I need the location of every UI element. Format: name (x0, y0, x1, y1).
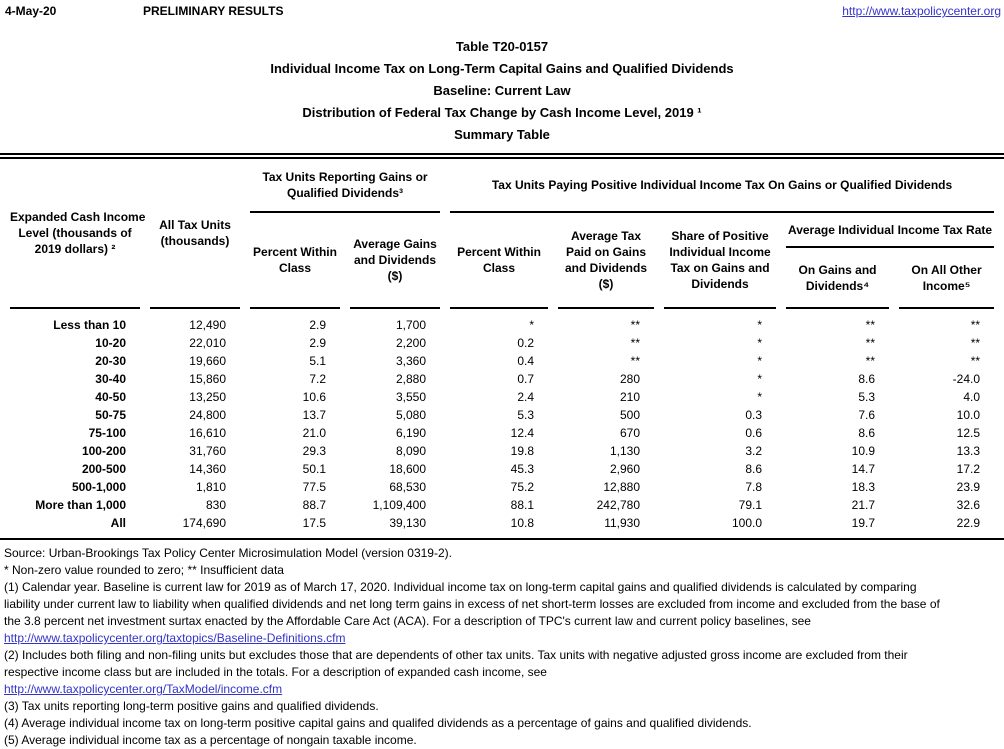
row-label: Less than 10 (53, 318, 126, 332)
table-row (10, 406, 994, 424)
header-bar (0, 0, 1004, 20)
group-header-reporting-gains: Tax Units Reporting Gains or Qualified Dividends³ (250, 159, 440, 213)
footnote-text: (3) Tax units reporting long-term positive gains and qualified dividends. (4, 699, 379, 713)
cell-value: 8.6 (858, 372, 876, 386)
cell-value: 21.7 (851, 498, 876, 512)
col-header-rate-on-other-income: On All Other Income⁵ (899, 248, 994, 309)
table-row (10, 478, 994, 496)
col-header-percent-within-class-paying: Percent Within Class (450, 213, 548, 309)
col-header-all-tax-units: All Tax Units (thousands) (150, 159, 240, 309)
cell-value: 88.7 (302, 498, 326, 512)
footnote-text: Source: Urban-Brookings Tax Policy Center Microsimulation Model (version 0319-2). (4, 546, 452, 560)
col-header-average-gains-dividends: Average Gains and Dividends ($) (350, 213, 440, 309)
cell-value: * (529, 318, 535, 332)
cell-value: ** (970, 318, 981, 332)
cell-value: 13.7 (302, 408, 326, 422)
cell-value: 3.2 (745, 444, 763, 458)
cell-value: 23.9 (956, 480, 981, 494)
cell-value: 2.9 (309, 318, 326, 332)
cell-value: 32.6 (956, 498, 981, 512)
cell-value: 12.4 (510, 426, 535, 440)
site-link[interactable]: http://www.taxpolicycenter.org (842, 4, 1001, 18)
cell-value: 13.3 (956, 444, 981, 458)
cell-value: 8.6 (858, 426, 876, 440)
cell-value: 6,190 (395, 426, 427, 440)
cell-value: 24,800 (189, 408, 226, 422)
cell-value: 0.3 (745, 408, 763, 422)
cell-value: 1,130 (609, 444, 641, 458)
cell-value: 100.0 (731, 516, 763, 530)
cell-value: 22,010 (189, 336, 226, 350)
col-header-percent-within-class-reporting: Percent Within Class (250, 213, 340, 309)
cell-value: 39,130 (389, 516, 427, 530)
cell-value: 13,250 (189, 390, 226, 404)
col-header-average-tax-paid: Average Tax Paid on Gains and Dividends ($) (558, 213, 654, 309)
table-row (10, 370, 994, 388)
cell-value: * (757, 372, 763, 386)
cell-value: 77.5 (302, 480, 326, 494)
table-row (10, 388, 994, 406)
cell-value: 5,080 (395, 408, 427, 422)
row-label: All (110, 516, 126, 530)
cell-value: 10.6 (302, 390, 326, 404)
cell-value: 8.6 (745, 462, 763, 476)
cell-value: 68,530 (389, 480, 427, 494)
footnote-text: respective income class but are included in the totals. For a description of expanded cash income, see (4, 665, 547, 679)
cell-value: 2,200 (395, 336, 427, 350)
cell-value: 7.6 (858, 408, 876, 422)
cell-value: 31,760 (189, 444, 226, 458)
cell-value: 14.7 (851, 462, 876, 476)
cell-value: 14,360 (189, 462, 226, 476)
cell-value: ** (865, 354, 876, 368)
footnote-text: * Non-zero value rounded to zero; ** Insufficient data (4, 563, 284, 577)
cell-value: * (757, 390, 763, 404)
cell-value: 174,690 (182, 516, 226, 530)
cell-value: 17.5 (302, 516, 326, 530)
cell-value: 19.7 (851, 516, 876, 530)
cell-value: 15,860 (189, 372, 226, 386)
table-body (10, 309, 994, 532)
footnote-text: (2) Includes both filing and non-filing units but excludes those that are dependents of other tax units. Tax units with negative adjusted gross income are excluded from their (4, 648, 908, 662)
footnote-link[interactable]: http://www.taxpolicycenter.org/TaxModel/income.cfm (4, 682, 283, 696)
cell-value: 12.5 (956, 426, 981, 440)
title-line-summary: Summary Table (454, 127, 550, 142)
group-header-average-tax-rate: Average Individual Income Tax Rate (786, 213, 994, 248)
cell-value: 1,109,400 (372, 498, 427, 512)
cell-value: 88.1 (510, 498, 535, 512)
col-header-income-level: Expanded Cash Income Level (thousands of 2019 dollars) ² (10, 159, 140, 309)
cell-value: 500 (619, 408, 641, 422)
row-label: 10-20 (95, 336, 126, 350)
cell-value: 19,660 (189, 354, 226, 368)
cell-value: 670 (619, 426, 641, 440)
footnote-text: (1) Calendar year. Baseline is current law for 2019 as of March 17, 2020. Individual income tax on long-term capital gains and qualified dividends is calculated by comparing (4, 580, 917, 594)
cell-value: 0.4 (517, 354, 535, 368)
cell-value: 79.1 (738, 498, 763, 512)
footnote-text: liability under current law to liability when qualified dividends and net long term gains in excess of net short-term losses are excluded from income and excluded from the base of (4, 597, 940, 611)
cell-value: 0.2 (517, 336, 535, 350)
row-label: 50-75 (95, 408, 126, 422)
cell-value: 17.2 (956, 462, 981, 476)
footnote-link[interactable]: http://www.taxpolicycenter.org/taxtopics/Baseline-Definitions.cfm (4, 631, 346, 645)
cell-value: 29.3 (302, 444, 326, 458)
table-bottom-rule (0, 538, 1004, 540)
cell-value: 45.3 (510, 462, 535, 476)
cell-value: 3,550 (395, 390, 427, 404)
cell-value: 5.1 (309, 354, 326, 368)
table-row (10, 309, 994, 334)
cell-value: 16,610 (189, 426, 226, 440)
row-label: 200-500 (81, 462, 126, 476)
cell-value: ** (630, 354, 641, 368)
cell-value: 0.7 (517, 372, 535, 386)
cell-value: 242,780 (596, 498, 641, 512)
col-header-share-positive-tax: Share of Positive Individual Income Tax on Gains and Dividends (664, 213, 776, 309)
cell-value: * (757, 318, 763, 332)
cell-value: 7.2 (309, 372, 326, 386)
row-label: 500-1,000 (71, 480, 126, 494)
row-label: 30-40 (95, 372, 126, 386)
row-label: 40-50 (95, 390, 126, 404)
summary-table (0, 159, 1004, 532)
cell-value: 10.0 (956, 408, 981, 422)
cell-value: 75.2 (510, 480, 535, 494)
col-header-rate-on-gains: On Gains and Dividends⁴ (786, 248, 889, 309)
footnote-link-line (4, 681, 1004, 698)
cell-value: 7.8 (745, 480, 763, 494)
cell-value: 280 (619, 372, 641, 386)
table-row (10, 496, 994, 514)
cell-value: 4.0 (963, 390, 981, 404)
cell-value: 5.3 (858, 390, 876, 404)
row-label: More than 1,000 (35, 498, 126, 512)
row-label: 20-30 (95, 354, 126, 368)
cell-value: 50.1 (302, 462, 326, 476)
cell-value: 0.6 (745, 426, 763, 440)
title-line-subject: Individual Income Tax on Long-Term Capital Gains and Qualified Dividends (270, 61, 734, 76)
cell-value: 1,700 (395, 318, 427, 332)
footnote-text: (4) Average individual income tax on long-term positive capital gains and qualifed dividends as a percentage of gains and qualified dividends. (4, 716, 752, 730)
cell-value: -24.0 (952, 372, 981, 386)
cell-value: 22.9 (956, 516, 981, 530)
cell-value: 210 (619, 390, 641, 404)
table-row (10, 424, 994, 442)
report-date: 4-May-20 (5, 4, 57, 18)
status-label: PRELIMINARY RESULTS (143, 4, 284, 18)
cell-value: ** (970, 354, 981, 368)
cell-value: ** (970, 336, 981, 350)
cell-value: ** (865, 336, 876, 350)
cell-value: 18.3 (851, 480, 876, 494)
cell-value: 3,360 (395, 354, 427, 368)
group-header-paying-tax: Tax Units Paying Positive Individual Income Tax On Gains or Qualified Dividends (450, 159, 994, 213)
table-row (10, 514, 994, 532)
cell-value: 2,880 (395, 372, 427, 386)
cell-value: 10.8 (510, 516, 535, 530)
cell-value: ** (630, 336, 641, 350)
cell-value: ** (630, 318, 641, 332)
document-title (0, 36, 1004, 146)
table-row (10, 460, 994, 478)
footnote-link-line (4, 630, 1004, 647)
table-row (10, 334, 994, 352)
cell-value: 19.8 (510, 444, 535, 458)
title-line-table-number: Table T20-0157 (455, 39, 549, 54)
title-line-distribution: Distribution of Federal Tax Change by Cash Income Level, 2019 ¹ (302, 105, 702, 120)
table-row (10, 442, 994, 460)
cell-value: 8,090 (395, 444, 427, 458)
cell-value: 18,600 (389, 462, 427, 476)
cell-value: 1,810 (195, 480, 226, 494)
cell-value: * (757, 336, 763, 350)
cell-value: 21.0 (302, 426, 326, 440)
cell-value: 10.9 (851, 444, 876, 458)
cell-value: 2.9 (309, 336, 326, 350)
cell-value: 12,490 (189, 318, 226, 332)
cell-value: 5.3 (517, 408, 535, 422)
footnote-text: (5) Average individual income tax as a percentage of nongain taxable income. (4, 733, 417, 747)
footnote-text: the 3.8 percent net investment surtax enacted by the Affordable Care Act (ACA). For a description of TPC's current law and current policy baselines, see (4, 614, 811, 628)
footnotes (0, 545, 1004, 749)
cell-value: 2.4 (517, 390, 535, 404)
table-row (10, 352, 994, 370)
cell-value: 2,960 (609, 462, 641, 476)
cell-value: * (757, 354, 763, 368)
title-line-baseline: Baseline: Current Law (433, 83, 571, 98)
row-label: 100-200 (81, 444, 126, 458)
row-label: 75-100 (88, 426, 126, 440)
cell-value: 830 (205, 498, 226, 512)
cell-value: 11,930 (604, 516, 641, 530)
cell-value: ** (865, 318, 876, 332)
cell-value: 12,880 (603, 480, 641, 494)
